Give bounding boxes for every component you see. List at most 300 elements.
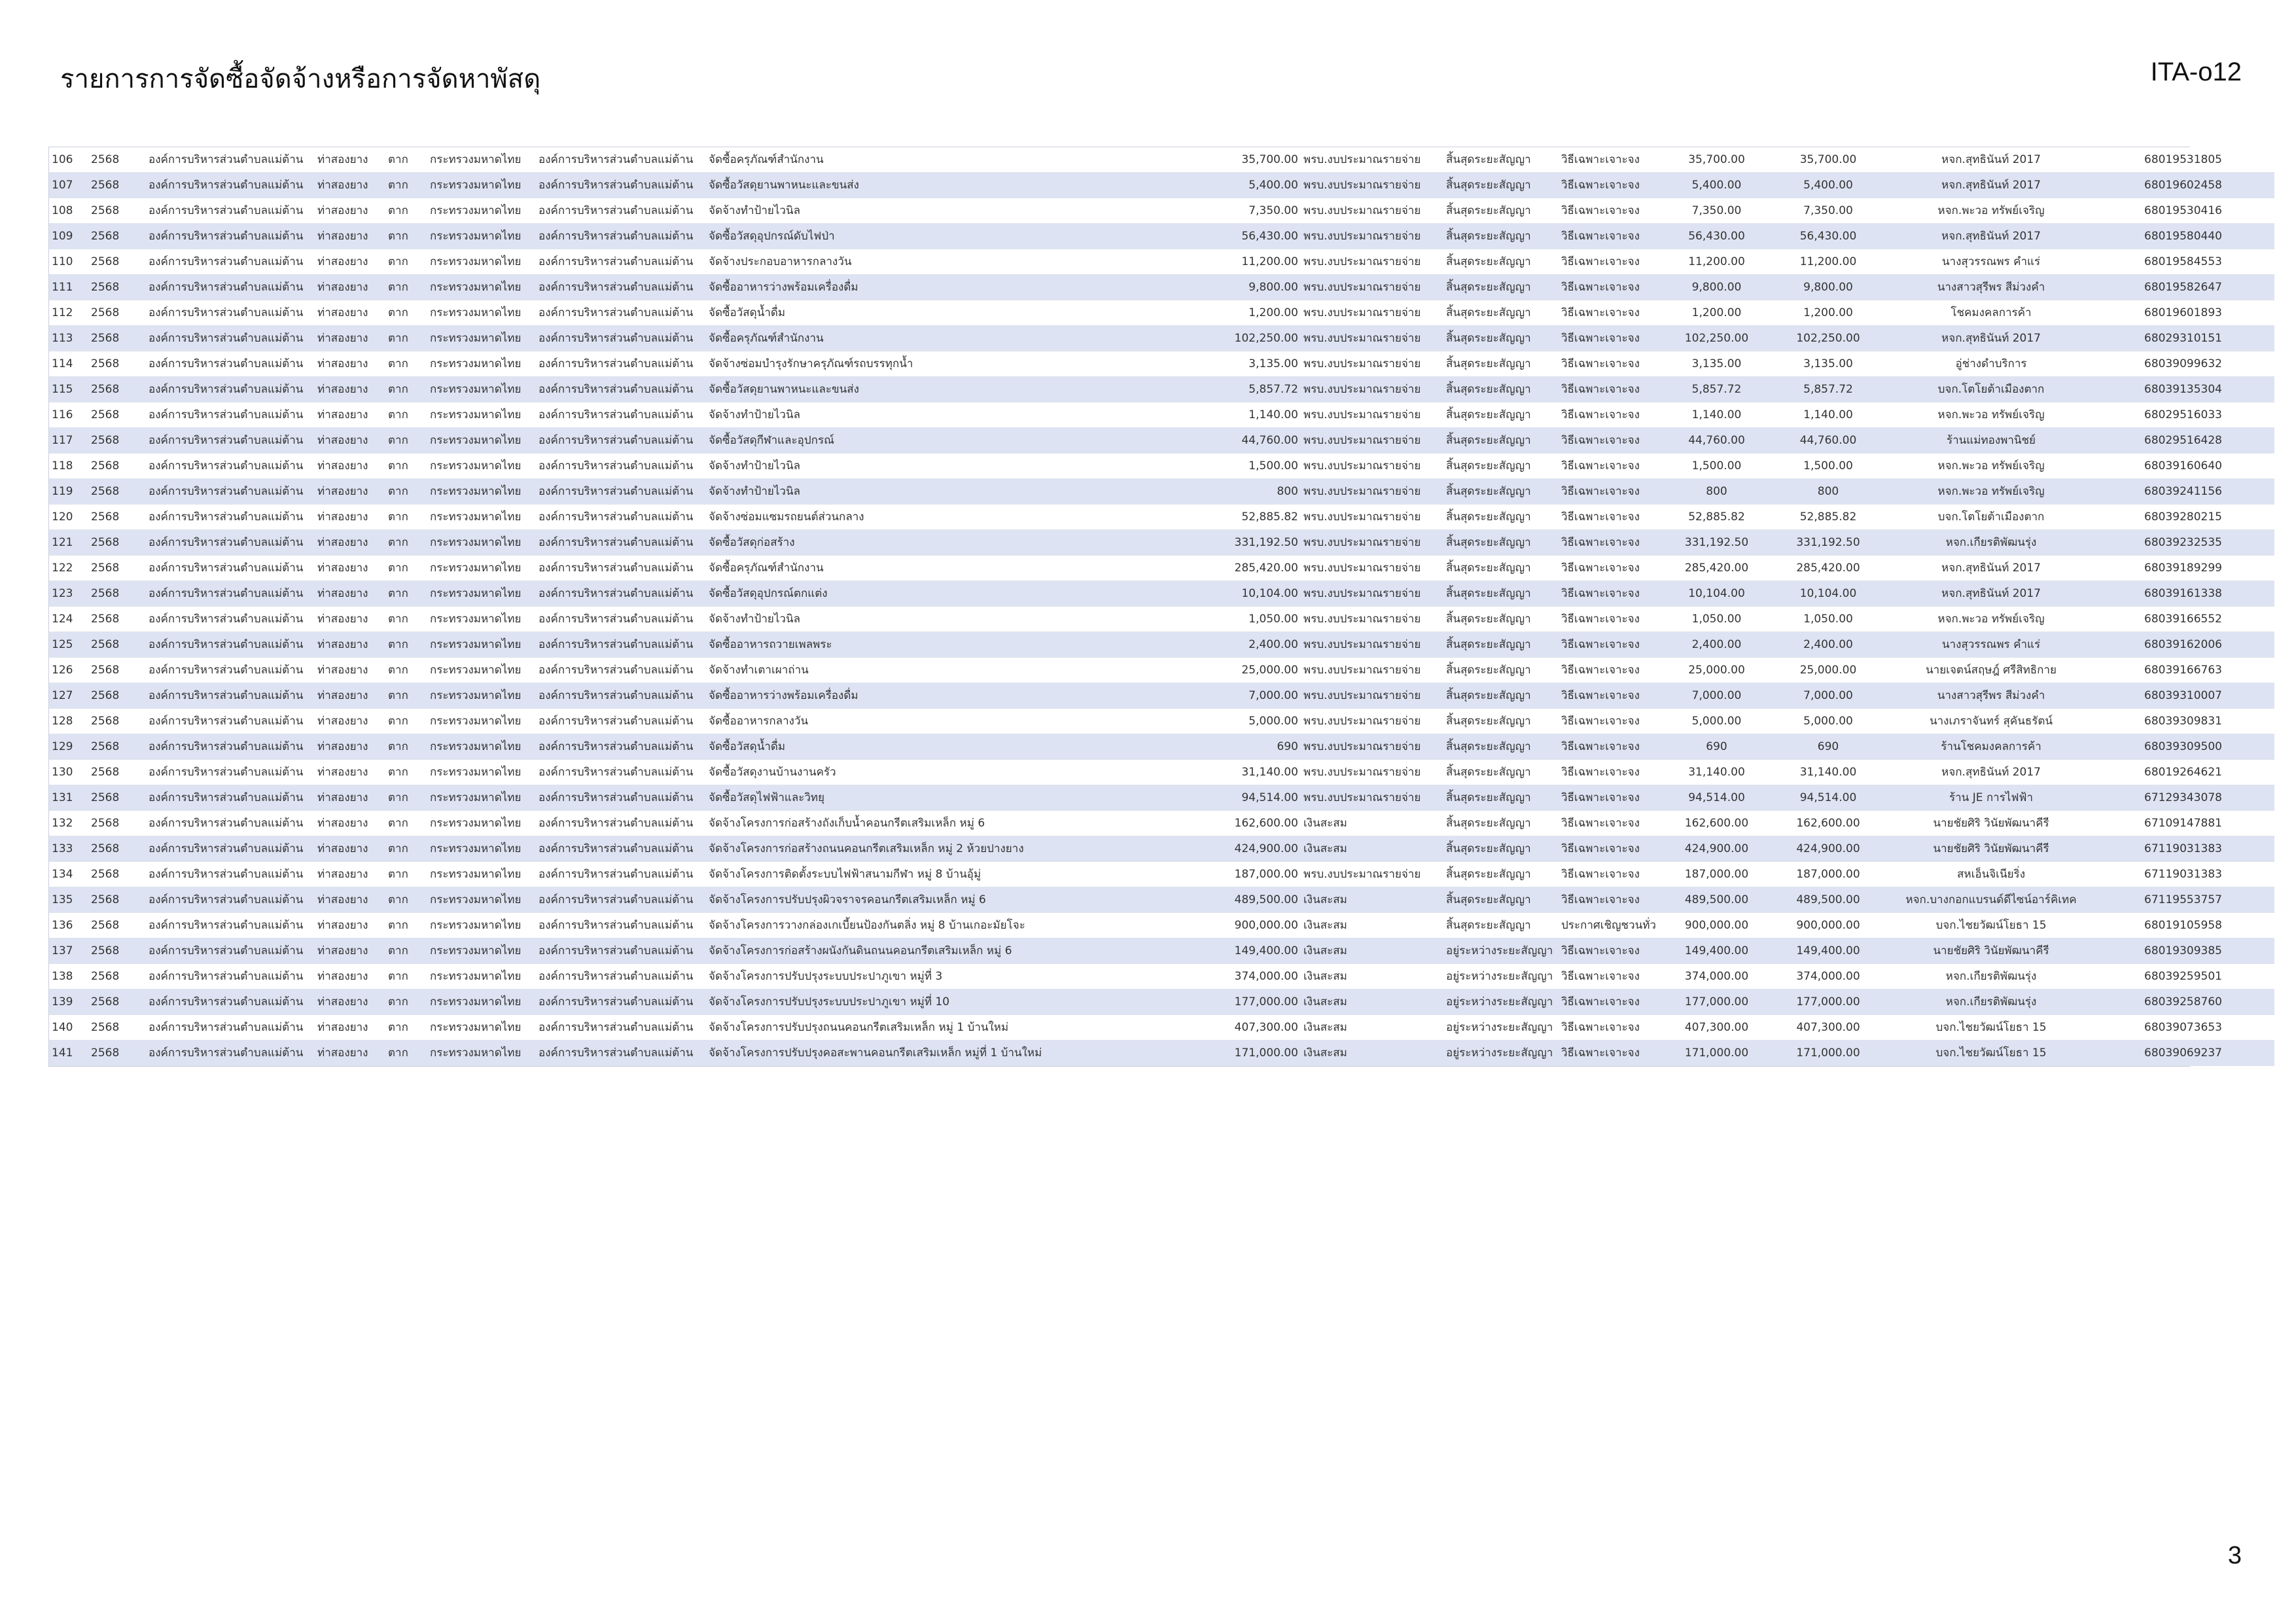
cell-contract-price: 285,420.00	[1766, 556, 1890, 581]
cell-row-number: 123	[49, 581, 88, 607]
cell-fiscal-year: 2568	[88, 428, 146, 454]
table-row	[49, 836, 2274, 862]
cell-procurement-status: สิ้นสุดระยะสัญญา	[1443, 658, 1559, 683]
cell-vendor-name: หจก.พะวอ ทรัพย์เจริญ	[1890, 402, 2092, 428]
cell-budget-source: เงินสะสม	[1301, 836, 1443, 862]
cell-district: ท่าสองยาง	[315, 990, 385, 1015]
cell-row-number: 131	[49, 785, 88, 811]
cell-agency-name: องค์การบริหารส่วนตำบลแม่ต้าน	[146, 760, 315, 785]
cell-contract-price: 900,000.00	[1766, 913, 1890, 938]
table-row	[49, 1015, 2274, 1041]
cell-contract-price: 11,200.00	[1766, 249, 1890, 275]
cell-row-number: 114	[49, 351, 88, 377]
cell-district: ท่าสองยาง	[315, 300, 385, 326]
cell-procurement-status: สิ้นสุดระยะสัญญา	[1443, 683, 1559, 709]
cell-fiscal-year: 2568	[88, 836, 146, 862]
cell-ministry: กระทรวงมหาดไทย	[427, 249, 536, 275]
cell-median-price: 5,400.00	[1667, 173, 1766, 198]
cell-vendor-name: หจก.สุทธินันท์ 2017	[1890, 147, 2092, 173]
cell-budget-source: พรบ.งบประมาณรายจ่าย	[1301, 734, 1443, 760]
cell-contract-number: 68019105958	[2092, 913, 2274, 938]
cell-vendor-name: นางเภราจันทร์ สุคันธรัตน์	[1890, 709, 2092, 734]
cell-province: ตาก	[385, 505, 427, 530]
cell-procurement-status: สิ้นสุดระยะสัญญา	[1443, 173, 1559, 198]
cell-row-number: 117	[49, 428, 88, 454]
cell-district: ท่าสองยาง	[315, 581, 385, 607]
cell-contract-number: 68039166552	[2092, 607, 2274, 632]
cell-contract-number: 68039166763	[2092, 658, 2274, 683]
cell-procurement-status: อยู่ระหว่างระยะสัญญา	[1443, 990, 1559, 1015]
table-row	[49, 402, 2274, 428]
table-row	[49, 377, 2274, 402]
cell-procurement-item: จัดจ้างซ่อมแซมรถยนต์ส่วนกลาง	[706, 505, 1202, 530]
cell-median-price: 9,800.00	[1667, 275, 1766, 300]
cell-budget-amount: 489,500.00	[1202, 887, 1301, 913]
table-row	[49, 709, 2274, 734]
cell-province: ตาก	[385, 632, 427, 658]
cell-budget-source: พรบ.งบประมาณรายจ่าย	[1301, 326, 1443, 351]
cell-province: ตาก	[385, 300, 427, 326]
cell-budget-source: เงินสะสม	[1301, 990, 1443, 1015]
table-row	[49, 658, 2274, 683]
cell-district: ท่าสองยาง	[315, 505, 385, 530]
cell-district: ท่าสองยาง	[315, 198, 385, 224]
cell-budget-source: พรบ.งบประมาณรายจ่าย	[1301, 275, 1443, 300]
cell-procurement-method: วิธีเฉพาะเจาะจง	[1559, 811, 1667, 836]
cell-budget-amount: 285,420.00	[1202, 556, 1301, 581]
cell-procurement-status: สิ้นสุดระยะสัญญา	[1443, 479, 1559, 505]
cell-department: องค์การบริหารส่วนตำบลแม่ต้าน	[536, 785, 706, 811]
cell-budget-source: พรบ.งบประมาณรายจ่าย	[1301, 249, 1443, 275]
cell-fiscal-year: 2568	[88, 760, 146, 785]
cell-agency-name: องค์การบริหารส่วนตำบลแม่ต้าน	[146, 147, 315, 173]
cell-fiscal-year: 2568	[88, 224, 146, 249]
cell-department: องค์การบริหารส่วนตำบลแม่ต้าน	[536, 734, 706, 760]
cell-fiscal-year: 2568	[88, 505, 146, 530]
cell-agency-name: องค์การบริหารส่วนตำบลแม่ต้าน	[146, 326, 315, 351]
cell-procurement-status: สิ้นสุดระยะสัญญา	[1443, 734, 1559, 760]
cell-row-number: 124	[49, 607, 88, 632]
cell-vendor-name: โชคมงคลการค้า	[1890, 300, 2092, 326]
cell-department: องค์การบริหารส่วนตำบลแม่ต้าน	[536, 683, 706, 709]
cell-fiscal-year: 2568	[88, 785, 146, 811]
cell-vendor-name: ร้านแม่ทองพานิชย์	[1890, 428, 2092, 454]
cell-province: ตาก	[385, 785, 427, 811]
cell-ministry: กระทรวงมหาดไทย	[427, 1015, 536, 1041]
cell-procurement-method: วิธีเฉพาะเจาะจง	[1559, 173, 1667, 198]
cell-row-number: 122	[49, 556, 88, 581]
cell-procurement-method: วิธีเฉพาะเจาะจง	[1559, 275, 1667, 300]
cell-procurement-item: จัดจ้างโครงการติดตั้งระบบไฟฟ้าสนามกีฬา หมู่ 8 บ้านอุ้มู่	[706, 862, 1202, 887]
cell-contract-number: 68039258760	[2092, 990, 2274, 1015]
cell-median-price: 489,500.00	[1667, 887, 1766, 913]
table-row	[49, 811, 2274, 836]
cell-contract-price: 424,900.00	[1766, 836, 1890, 862]
cell-budget-source: พรบ.งบประมาณรายจ่าย	[1301, 147, 1443, 173]
table-row	[49, 300, 2274, 326]
cell-department: องค์การบริหารส่วนตำบลแม่ต้าน	[536, 454, 706, 479]
cell-procurement-status: สิ้นสุดระยะสัญญา	[1443, 862, 1559, 887]
cell-row-number: 111	[49, 275, 88, 300]
cell-fiscal-year: 2568	[88, 556, 146, 581]
cell-procurement-status: สิ้นสุดระยะสัญญา	[1443, 147, 1559, 173]
cell-budget-amount: 5,400.00	[1202, 173, 1301, 198]
cell-fiscal-year: 2568	[88, 275, 146, 300]
cell-procurement-item: จัดจ้างโครงการก่อสร้างถนนคอนกรีตเสริมเหล็ก หมู่ 2 ห้วยปางยาง	[706, 836, 1202, 862]
cell-ministry: กระทรวงมหาดไทย	[427, 709, 536, 734]
cell-agency-name: องค์การบริหารส่วนตำบลแม่ต้าน	[146, 683, 315, 709]
cell-vendor-name: หจก.สุทธินันท์ 2017	[1890, 224, 2092, 249]
cell-budget-source: เงินสะสม	[1301, 1015, 1443, 1041]
cell-fiscal-year: 2568	[88, 964, 146, 990]
cell-department: องค์การบริหารส่วนตำบลแม่ต้าน	[536, 887, 706, 913]
procurement-table	[48, 147, 2222, 1067]
cell-row-number: 127	[49, 683, 88, 709]
cell-row-number: 121	[49, 530, 88, 556]
cell-contract-price: 1,500.00	[1766, 454, 1890, 479]
cell-agency-name: องค์การบริหารส่วนตำบลแม่ต้าน	[146, 862, 315, 887]
cell-vendor-name: หจก.สุทธินันท์ 2017	[1890, 556, 2092, 581]
cell-contract-number: 68019531805	[2092, 147, 2274, 173]
cell-vendor-name: ร้าน JE การไฟฟ้า	[1890, 785, 2092, 811]
page-number: 3	[2227, 1542, 2242, 1569]
cell-contract-number: 68019582647	[2092, 275, 2274, 300]
cell-agency-name: องค์การบริหารส่วนตำบลแม่ต้าน	[146, 530, 315, 556]
cell-procurement-method: วิธีเฉพาะเจาะจง	[1559, 224, 1667, 249]
cell-median-price: 1,500.00	[1667, 454, 1766, 479]
cell-ministry: กระทรวงมหาดไทย	[427, 326, 536, 351]
cell-procurement-item: จัดจ้างทำป้ายไวนิล	[706, 479, 1202, 505]
cell-procurement-method: วิธีเฉพาะเจาะจง	[1559, 836, 1667, 862]
cell-median-price: 31,140.00	[1667, 760, 1766, 785]
cell-contract-number: 68029310151	[2092, 326, 2274, 351]
cell-vendor-name: หจก.บางกอกแบรนด์ดีไซน์อาร์คิเทค	[1890, 887, 2092, 913]
cell-procurement-item: จัดซื้ออาหารว่างพร้อมเครื่องดื่ม	[706, 683, 1202, 709]
cell-procurement-item: จัดซื้อวัสดุไฟฟ้าและวิทยุ	[706, 785, 1202, 811]
cell-contract-number: 68019602458	[2092, 173, 2274, 198]
cell-district: ท่าสองยาง	[315, 913, 385, 938]
cell-district: ท่าสองยาง	[315, 964, 385, 990]
cell-province: ตาก	[385, 607, 427, 632]
cell-province: ตาก	[385, 964, 427, 990]
cell-contract-price: 407,300.00	[1766, 1015, 1890, 1041]
cell-contract-number: 68039161338	[2092, 581, 2274, 607]
cell-row-number: 141	[49, 1041, 88, 1066]
cell-province: ตาก	[385, 351, 427, 377]
cell-ministry: กระทรวงมหาดไทย	[427, 377, 536, 402]
cell-budget-source: เงินสะสม	[1301, 913, 1443, 938]
cell-procurement-method: วิธีเฉพาะเจาะจง	[1559, 658, 1667, 683]
cell-ministry: กระทรวงมหาดไทย	[427, 530, 536, 556]
cell-budget-amount: 7,000.00	[1202, 683, 1301, 709]
cell-median-price: 3,135.00	[1667, 351, 1766, 377]
cell-province: ตาก	[385, 428, 427, 454]
cell-procurement-item: จัดซื้ออาหารถวายเพลพระ	[706, 632, 1202, 658]
cell-contract-price: 25,000.00	[1766, 658, 1890, 683]
cell-budget-source: พรบ.งบประมาณรายจ่าย	[1301, 402, 1443, 428]
cell-procurement-method: วิธีเฉพาะเจาะจง	[1559, 479, 1667, 505]
cell-budget-source: พรบ.งบประมาณรายจ่าย	[1301, 300, 1443, 326]
cell-fiscal-year: 2568	[88, 1041, 146, 1066]
cell-contract-number: 68039135304	[2092, 377, 2274, 402]
cell-procurement-status: สิ้นสุดระยะสัญญา	[1443, 198, 1559, 224]
cell-procurement-item: จัดจ้างทำป้ายไวนิล	[706, 454, 1202, 479]
cell-median-price: 171,000.00	[1667, 1041, 1766, 1066]
cell-row-number: 128	[49, 709, 88, 734]
cell-median-price: 407,300.00	[1667, 1015, 1766, 1041]
cell-procurement-method: วิธีเฉพาะเจาะจง	[1559, 249, 1667, 275]
cell-procurement-status: อยู่ระหว่างระยะสัญญา	[1443, 964, 1559, 990]
cell-procurement-status: สิ้นสุดระยะสัญญา	[1443, 275, 1559, 300]
cell-contract-number: 67119031383	[2092, 836, 2274, 862]
cell-contract-number: 68039069237	[2092, 1041, 2274, 1066]
cell-procurement-item: จัดจ้างโครงการปรับปรุงถนนคอนกรีตเสริมเหล็ก หมู่ 1 บ้านใหม่	[706, 1015, 1202, 1041]
cell-procurement-method: วิธีเฉพาะเจาะจง	[1559, 887, 1667, 913]
cell-budget-amount: 187,000.00	[1202, 862, 1301, 887]
cell-budget-amount: 7,350.00	[1202, 198, 1301, 224]
table-row	[49, 760, 2274, 785]
cell-agency-name: องค์การบริหารส่วนตำบลแม่ต้าน	[146, 300, 315, 326]
cell-ministry: กระทรวงมหาดไทย	[427, 505, 536, 530]
cell-contract-number: 68039280215	[2092, 505, 2274, 530]
cell-department: องค์การบริหารส่วนตำบลแม่ต้าน	[536, 836, 706, 862]
table-row	[49, 607, 2274, 632]
cell-median-price: 52,885.82	[1667, 505, 1766, 530]
table-row	[49, 938, 2274, 964]
table-row	[49, 887, 2274, 913]
cell-contract-number: 67119553757	[2092, 887, 2274, 913]
cell-procurement-status: สิ้นสุดระยะสัญญา	[1443, 530, 1559, 556]
cell-contract-price: 1,050.00	[1766, 607, 1890, 632]
cell-budget-source: พรบ.งบประมาณรายจ่าย	[1301, 173, 1443, 198]
cell-province: ตาก	[385, 734, 427, 760]
cell-district: ท่าสองยาง	[315, 811, 385, 836]
cell-budget-source: พรบ.งบประมาณรายจ่าย	[1301, 683, 1443, 709]
cell-budget-amount: 2,400.00	[1202, 632, 1301, 658]
cell-province: ตาก	[385, 249, 427, 275]
cell-procurement-item: จัดซื้อวัสดุยานพาหนะและขนส่ง	[706, 173, 1202, 198]
cell-budget-amount: 800	[1202, 479, 1301, 505]
cell-ministry: กระทรวงมหาดไทย	[427, 887, 536, 913]
cell-row-number: 125	[49, 632, 88, 658]
cell-procurement-method: วิธีเฉพาะเจาะจง	[1559, 990, 1667, 1015]
cell-budget-amount: 94,514.00	[1202, 785, 1301, 811]
cell-district: ท่าสองยาง	[315, 351, 385, 377]
cell-vendor-name: นายชัยศิริ วินัยพัฒนาคีรี	[1890, 938, 2092, 964]
cell-fiscal-year: 2568	[88, 862, 146, 887]
cell-contract-price: 162,600.00	[1766, 811, 1890, 836]
cell-district: ท่าสองยาง	[315, 607, 385, 632]
cell-ministry: กระทรวงมหาดไทย	[427, 581, 536, 607]
cell-row-number: 132	[49, 811, 88, 836]
cell-fiscal-year: 2568	[88, 1015, 146, 1041]
cell-district: ท่าสองยาง	[315, 326, 385, 351]
cell-procurement-status: สิ้นสุดระยะสัญญา	[1443, 913, 1559, 938]
cell-procurement-method: วิธีเฉพาะเจาะจง	[1559, 760, 1667, 785]
cell-procurement-method: วิธีเฉพาะเจาะจง	[1559, 300, 1667, 326]
cell-district: ท่าสองยาง	[315, 224, 385, 249]
cell-procurement-item: จัดซื้อวัสดุยานพาหนะและขนส่ง	[706, 377, 1202, 402]
cell-budget-source: พรบ.งบประมาณรายจ่าย	[1301, 607, 1443, 632]
cell-procurement-status: สิ้นสุดระยะสัญญา	[1443, 785, 1559, 811]
cell-procurement-method: วิธีเฉพาะเจาะจง	[1559, 198, 1667, 224]
cell-fiscal-year: 2568	[88, 147, 146, 173]
cell-contract-number: 68019264621	[2092, 760, 2274, 785]
cell-median-price: 162,600.00	[1667, 811, 1766, 836]
cell-budget-amount: 1,050.00	[1202, 607, 1301, 632]
cell-budget-amount: 331,192.50	[1202, 530, 1301, 556]
cell-budget-amount: 177,000.00	[1202, 990, 1301, 1015]
cell-budget-source: พรบ.งบประมาณรายจ่าย	[1301, 862, 1443, 887]
cell-province: ตาก	[385, 147, 427, 173]
cell-budget-amount: 171,000.00	[1202, 1041, 1301, 1066]
cell-vendor-name: บจก.โตโยต้าเมืองตาก	[1890, 377, 2092, 402]
cell-agency-name: องค์การบริหารส่วนตำบลแม่ต้าน	[146, 1041, 315, 1066]
cell-contract-number: 68039073653	[2092, 1015, 2274, 1041]
table-row	[49, 249, 2274, 275]
cell-province: ตาก	[385, 275, 427, 300]
cell-province: ตาก	[385, 887, 427, 913]
cell-procurement-item: จัดจ้างโครงการปรับปรุงคอสะพานคอนกรีตเสริมเหล็ก หมู่ที่ 1 บ้านใหม่	[706, 1041, 1202, 1066]
cell-district: ท่าสองยาง	[315, 479, 385, 505]
cell-ministry: กระทรวงมหาดไทย	[427, 198, 536, 224]
cell-vendor-name: หจก.พะวอ ทรัพย์เจริญ	[1890, 198, 2092, 224]
cell-vendor-name: นางสาวสุรีพร สีม่วงคำ	[1890, 275, 2092, 300]
cell-procurement-item: จัดซื้ออาหารกลางวัน	[706, 709, 1202, 734]
cell-procurement-method: วิธีเฉพาะเจาะจง	[1559, 1015, 1667, 1041]
cell-district: ท่าสองยาง	[315, 938, 385, 964]
cell-vendor-name: หจก.เกียรติพัฒนรุ่ง	[1890, 964, 2092, 990]
cell-contract-price: 31,140.00	[1766, 760, 1890, 785]
cell-province: ตาก	[385, 683, 427, 709]
cell-budget-amount: 52,885.82	[1202, 505, 1301, 530]
cell-ministry: กระทรวงมหาดไทย	[427, 990, 536, 1015]
cell-procurement-item: จัดซื้อวัสดุน้ำดื่ม	[706, 734, 1202, 760]
cell-row-number: 109	[49, 224, 88, 249]
cell-budget-amount: 1,200.00	[1202, 300, 1301, 326]
cell-agency-name: องค์การบริหารส่วนตำบลแม่ต้าน	[146, 836, 315, 862]
cell-department: องค์การบริหารส่วนตำบลแม่ต้าน	[536, 147, 706, 173]
cell-ministry: กระทรวงมหาดไทย	[427, 479, 536, 505]
cell-fiscal-year: 2568	[88, 887, 146, 913]
cell-department: องค์การบริหารส่วนตำบลแม่ต้าน	[536, 760, 706, 785]
cell-ministry: กระทรวงมหาดไทย	[427, 556, 536, 581]
cell-ministry: กระทรวงมหาดไทย	[427, 658, 536, 683]
cell-agency-name: องค์การบริหารส่วนตำบลแม่ต้าน	[146, 454, 315, 479]
cell-agency-name: องค์การบริหารส่วนตำบลแม่ต้าน	[146, 734, 315, 760]
cell-procurement-item: จัดซื้อครุภัณฑ์สำนักงาน	[706, 326, 1202, 351]
cell-contract-number: 68019309385	[2092, 938, 2274, 964]
cell-procurement-item: จัดซื้อครุภัณฑ์สำนักงาน	[706, 556, 1202, 581]
cell-vendor-name: หจก.พะวอ ทรัพย์เจริญ	[1890, 607, 2092, 632]
cell-contract-number: 67109147881	[2092, 811, 2274, 836]
cell-vendor-name: นายชัยศิริ วินัยพัฒนาคีรี	[1890, 811, 2092, 836]
cell-procurement-item: จัดซื้อครุภัณฑ์สำนักงาน	[706, 147, 1202, 173]
cell-budget-amount: 5,857.72	[1202, 377, 1301, 402]
cell-row-number: 139	[49, 990, 88, 1015]
cell-procurement-method: วิธีเฉพาะเจาะจง	[1559, 709, 1667, 734]
cell-fiscal-year: 2568	[88, 734, 146, 760]
cell-procurement-status: อยู่ระหว่างระยะสัญญา	[1443, 1041, 1559, 1066]
cell-budget-amount: 3,135.00	[1202, 351, 1301, 377]
cell-department: องค์การบริหารส่วนตำบลแม่ต้าน	[536, 581, 706, 607]
cell-ministry: กระทรวงมหาดไทย	[427, 734, 536, 760]
cell-median-price: 187,000.00	[1667, 862, 1766, 887]
cell-district: ท่าสองยาง	[315, 862, 385, 887]
cell-agency-name: องค์การบริหารส่วนตำบลแม่ต้าน	[146, 785, 315, 811]
cell-province: ตาก	[385, 836, 427, 862]
cell-district: ท่าสองยาง	[315, 709, 385, 734]
cell-vendor-name: สหเอ็นจิเนียริ่ง	[1890, 862, 2092, 887]
cell-ministry: กระทรวงมหาดไทย	[427, 938, 536, 964]
cell-contract-price: 690	[1766, 734, 1890, 760]
cell-procurement-method: วิธีเฉพาะเจาะจง	[1559, 147, 1667, 173]
cell-vendor-name: บจก.ไชยวัฒน์โยธา 15	[1890, 1015, 2092, 1041]
cell-district: ท่าสองยาง	[315, 377, 385, 402]
cell-province: ตาก	[385, 709, 427, 734]
cell-agency-name: องค์การบริหารส่วนตำบลแม่ต้าน	[146, 938, 315, 964]
cell-procurement-method: วิธีเฉพาะเจาะจง	[1559, 581, 1667, 607]
cell-department: องค์การบริหารส่วนตำบลแม่ต้าน	[536, 530, 706, 556]
cell-department: องค์การบริหารส่วนตำบลแม่ต้าน	[536, 607, 706, 632]
cell-median-price: 7,000.00	[1667, 683, 1766, 709]
cell-ministry: กระทรวงมหาดไทย	[427, 147, 536, 173]
cell-budget-amount: 162,600.00	[1202, 811, 1301, 836]
cell-department: องค์การบริหารส่วนตำบลแม่ต้าน	[536, 377, 706, 402]
cell-contract-price: 5,857.72	[1766, 377, 1890, 402]
cell-procurement-status: สิ้นสุดระยะสัญญา	[1443, 428, 1559, 454]
cell-ministry: กระทรวงมหาดไทย	[427, 836, 536, 862]
cell-vendor-name: หจก.สุทธินันท์ 2017	[1890, 173, 2092, 198]
cell-contract-number: 67129343078	[2092, 785, 2274, 811]
table-row	[49, 556, 2274, 581]
cell-vendor-name: บจก.ไชยวัฒน์โยธา 15	[1890, 1041, 2092, 1066]
cell-budget-amount: 31,140.00	[1202, 760, 1301, 785]
table-row	[49, 428, 2274, 454]
cell-contract-number: 68029516033	[2092, 402, 2274, 428]
table-row	[49, 683, 2274, 709]
cell-procurement-method: วิธีเฉพาะเจาะจง	[1559, 505, 1667, 530]
cell-procurement-method: วิธีเฉพาะเจาะจง	[1559, 862, 1667, 887]
cell-procurement-item: จัดซื้ออาหารว่างพร้อมเครื่องดื่ม	[706, 275, 1202, 300]
table-row	[49, 479, 2274, 505]
cell-median-price: 10,104.00	[1667, 581, 1766, 607]
cell-procurement-method: วิธีเฉพาะเจาะจง	[1559, 683, 1667, 709]
table-row	[49, 990, 2274, 1015]
cell-fiscal-year: 2568	[88, 581, 146, 607]
cell-contract-price: 187,000.00	[1766, 862, 1890, 887]
cell-agency-name: องค์การบริหารส่วนตำบลแม่ต้าน	[146, 887, 315, 913]
cell-median-price: 44,760.00	[1667, 428, 1766, 454]
cell-procurement-status: สิ้นสุดระยะสัญญา	[1443, 505, 1559, 530]
cell-fiscal-year: 2568	[88, 402, 146, 428]
cell-contract-price: 149,400.00	[1766, 938, 1890, 964]
cell-budget-source: พรบ.งบประมาณรายจ่าย	[1301, 556, 1443, 581]
cell-procurement-item: จัดจ้างประกอบอาหารกลางวัน	[706, 249, 1202, 275]
cell-province: ตาก	[385, 581, 427, 607]
cell-district: ท่าสองยาง	[315, 1041, 385, 1066]
cell-fiscal-year: 2568	[88, 249, 146, 275]
cell-ministry: กระทรวงมหาดไทย	[427, 913, 536, 938]
cell-median-price: 7,350.00	[1667, 198, 1766, 224]
cell-contract-number: 68039162006	[2092, 632, 2274, 658]
cell-procurement-status: สิ้นสุดระยะสัญญา	[1443, 887, 1559, 913]
cell-budget-source: พรบ.งบประมาณรายจ่าย	[1301, 581, 1443, 607]
cell-budget-source: พรบ.งบประมาณรายจ่าย	[1301, 785, 1443, 811]
cell-median-price: 2,400.00	[1667, 632, 1766, 658]
cell-contract-price: 9,800.00	[1766, 275, 1890, 300]
cell-procurement-status: สิ้นสุดระยะสัญญา	[1443, 249, 1559, 275]
